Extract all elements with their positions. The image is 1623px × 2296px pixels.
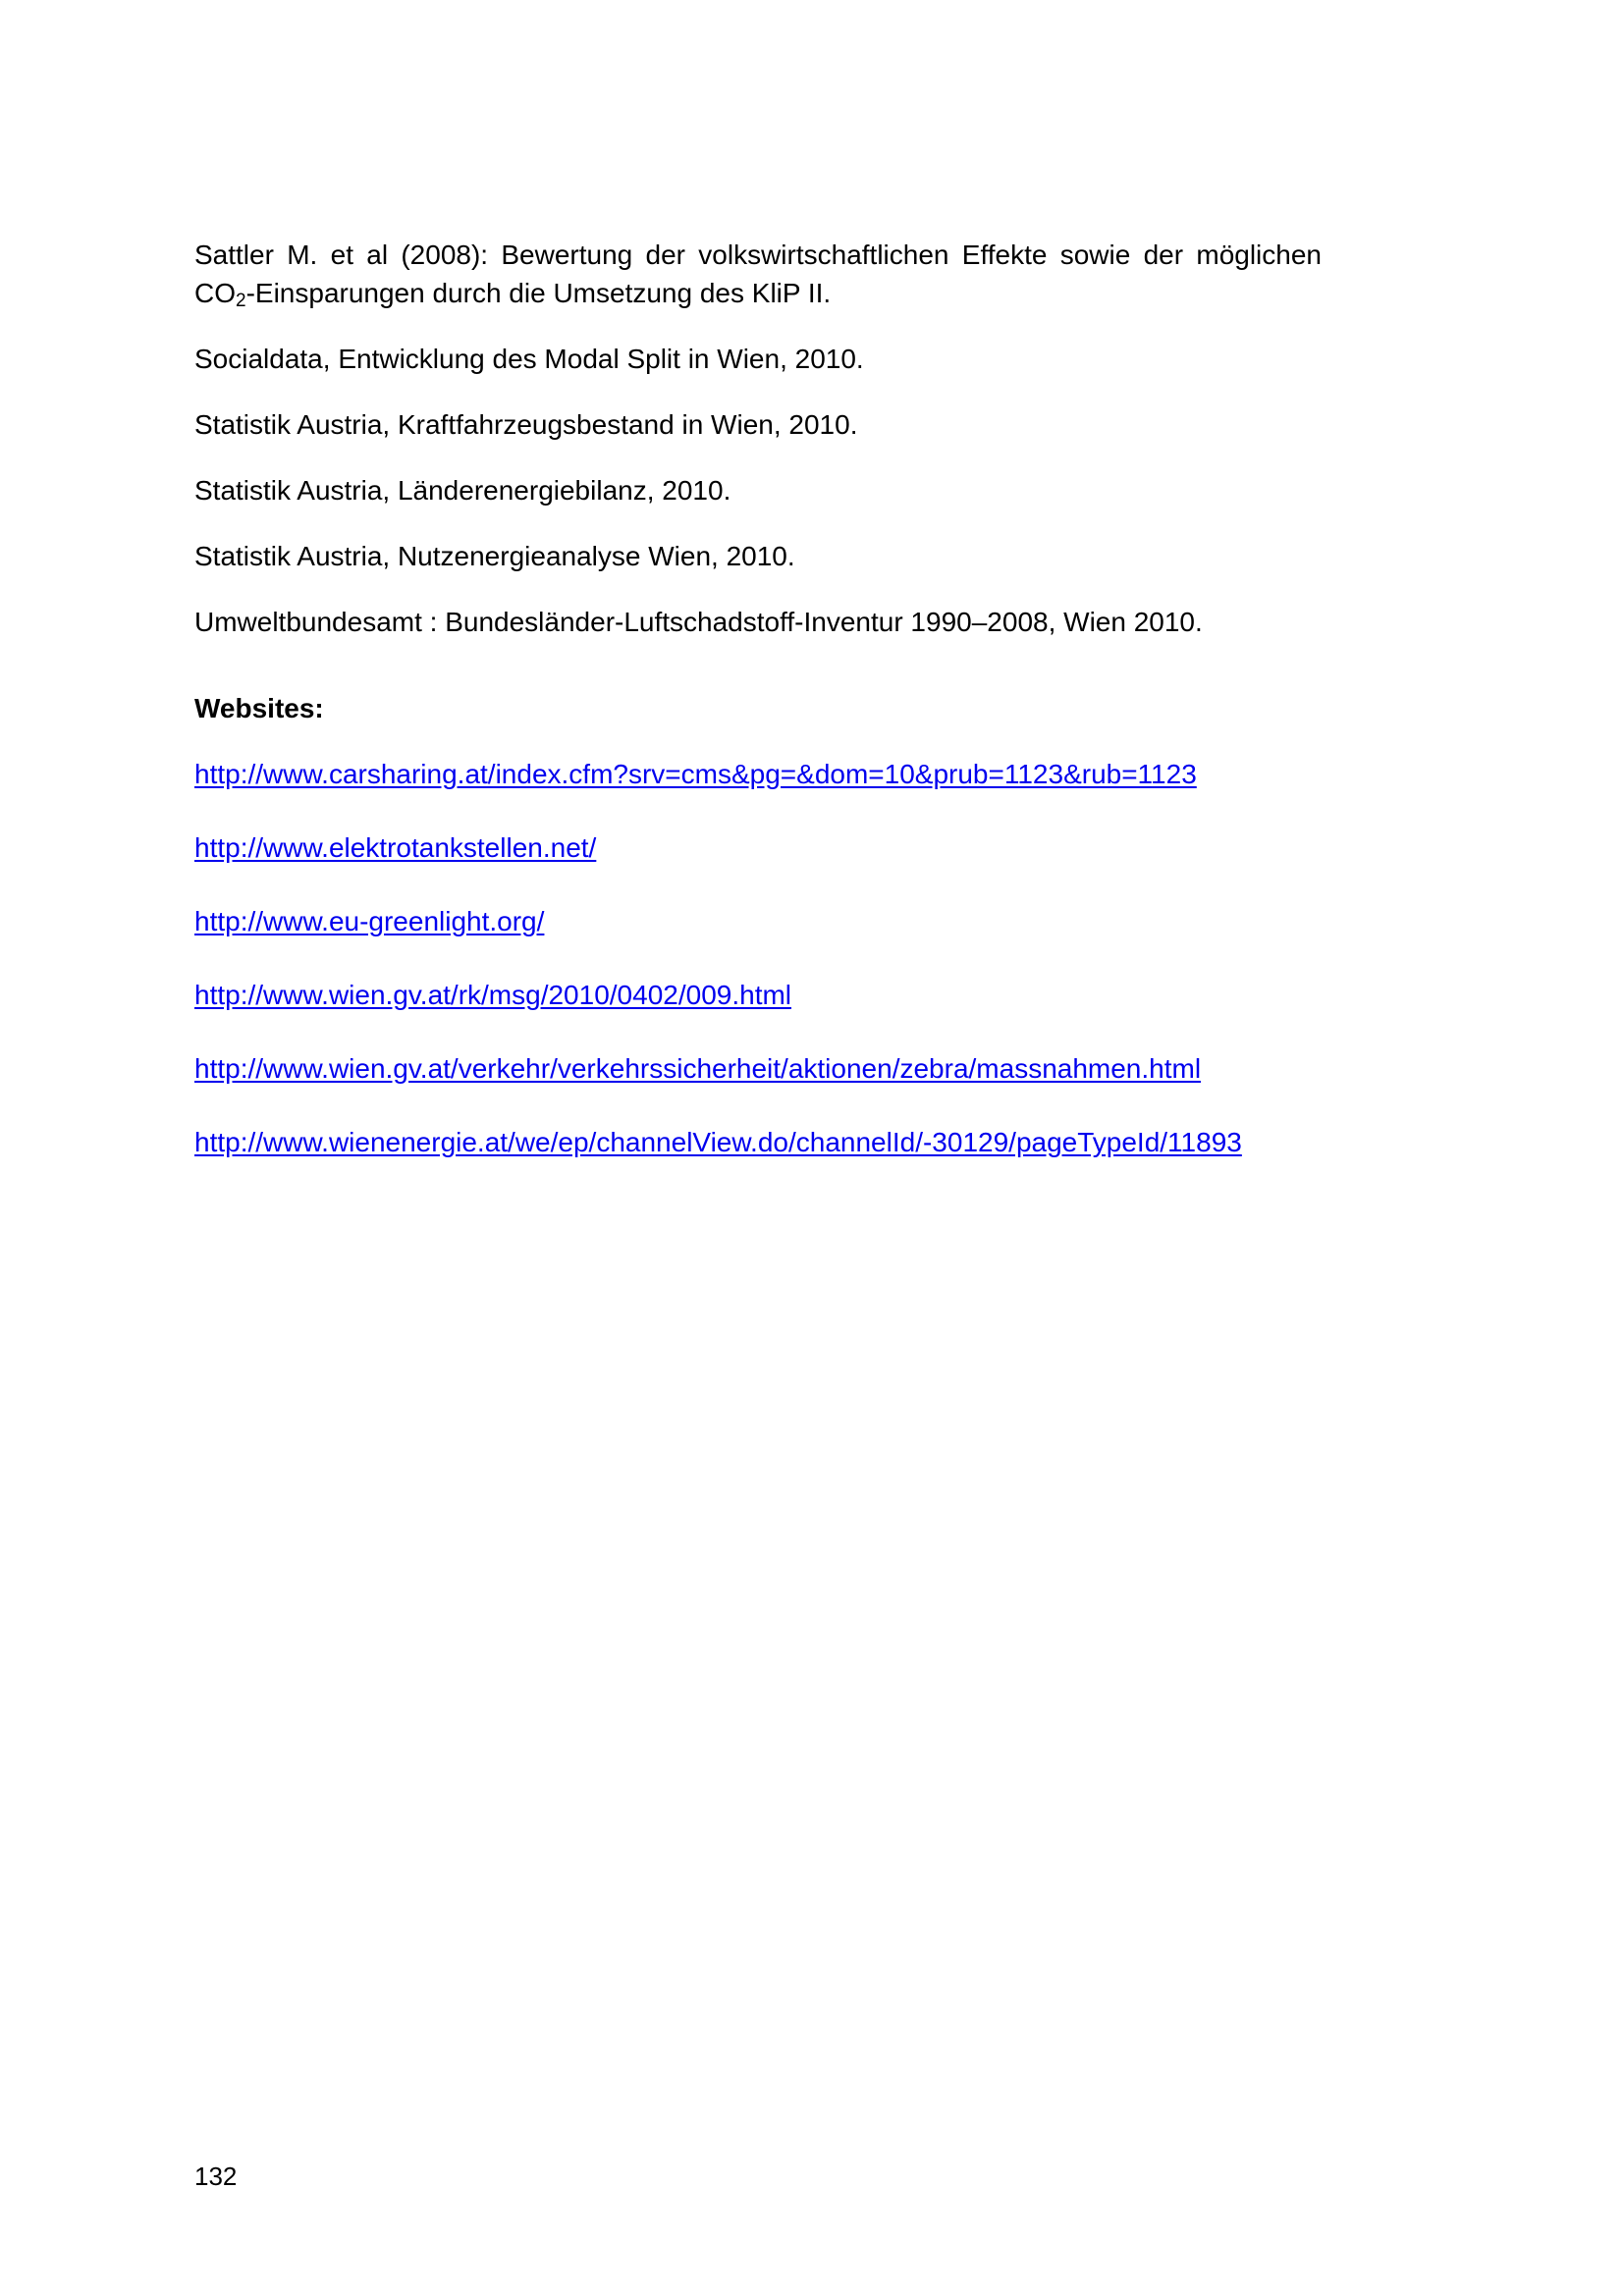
reference-socialdata: Socialdata, Entwicklung des Modal Split in Wien, 2010. [194,344,864,374]
reference-kraftfahrzeugsbestand: Statistik Austria, Kraftfahrzeugsbestand in Wien, 2010. [194,409,858,440]
link-wienenergie[interactable]: http://www.wienenergie.at/we/ep/channelView.do/channelId/-30129/pageTypeId/11893 [194,1127,1242,1157]
websites-heading: Websites: [194,693,324,723]
reference-laenderenergiebilanz: Statistik Austria, Länderenergiebilanz, 2010. [194,475,731,506]
reference-sattler [194,236,1322,312]
co2-subscript: 2 [236,291,246,311]
link-eu-greenlight[interactable]: http://www.eu-greenlight.org/ [194,906,545,936]
reference-sattler-text-cont: -Einsparungen durch die Umsetzung des KliP II. [245,278,832,308]
reference-sattler-text: Sattler M. et al (2008): Bewertung der volkswirtschaftlichen Effekte sowie der möglichen CO [194,240,1322,308]
link-wien-verkehr-zebra[interactable]: http://www.wien.gv.at/verkehr/verkehrssicherheit/aktionen/zebra/massnahmen.html [194,1053,1202,1084]
link-carsharing[interactable]: http://www.carsharing.at/index.cfm?srv=cms&pg=&dom=10&prub=1123&rub=1123 [194,759,1197,789]
link-elektrotankstellen[interactable]: http://www.elektrotankstellen.net/ [194,832,597,863]
reference-nutzenergieanalyse: Statistik Austria, Nutzenergieanalyse Wien, 2010. [194,541,795,571]
link-wien-rk-msg[interactable]: http://www.wien.gv.at/rk/msg/2010/0402/009.html [194,980,792,1010]
page-number: 132 [194,2162,238,2191]
reference-umweltbundesamt: Umweltbundesamt : Bundesländer-Luftschadstoff-Inventur 1990–2008, Wien 2010. [194,607,1203,637]
references-section [194,236,1322,1197]
